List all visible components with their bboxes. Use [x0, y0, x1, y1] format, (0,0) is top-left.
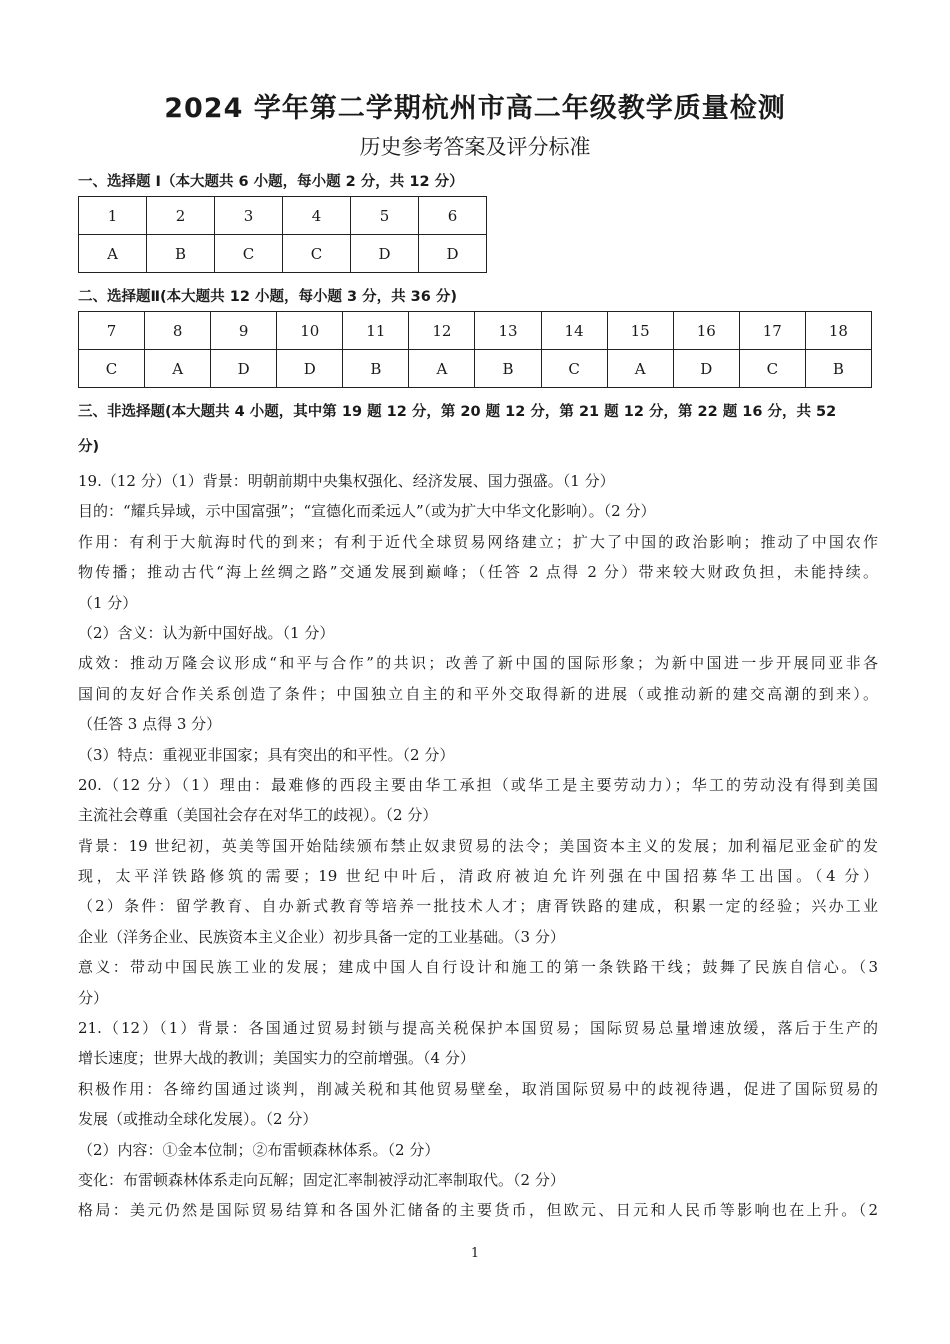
answer-line: 变化：布雷顿森林体系走向瓦解；固定汇率制被浮动汇率制取代。（2 分） [78, 1170, 565, 1189]
answer-cell: C [215, 235, 283, 273]
answer-cell: A [145, 350, 211, 388]
answer-line: 企业（洋务企业、民族资本主义企业）初步具备一定的工业基础。（3 分） [78, 927, 565, 946]
answer-line: 分） [78, 988, 109, 1007]
answer-cell: D [211, 350, 277, 388]
answer-cell: D [419, 235, 487, 273]
answer-line: 作用：有利于大航海时代的到来；有利于近代全球贸易网络建立；扩大了中国的政治影响；推动了中国农作 [78, 532, 878, 551]
section3-heading-line2: 分) [78, 439, 100, 455]
answer-cell: C [739, 350, 805, 388]
question-number-cell: 17 [739, 312, 805, 350]
answer-line: （2）内容：①金本位制；②布雷顿森林体系。（2 分） [78, 1140, 440, 1159]
answer-cell: D [351, 235, 419, 273]
question-number-cell: 15 [607, 312, 673, 350]
question-number-cell: 3 [215, 197, 283, 235]
question-number-cell: 9 [211, 312, 277, 350]
answer-line: 目的：“耀兵异域，示中国富强”；“宣德化而柔远人”（或为扩大中华文化影响）。（2 分） [78, 502, 656, 521]
page-subtitle: 历史参考答案及评分标准 [359, 135, 591, 159]
question-number-cell: 13 [475, 312, 541, 350]
answer-line: 19.（12 分）（1）背景：明朝前期中央集权强化、经济发展、国力强盛。（1 分） [78, 472, 615, 490]
answer-cell: B [147, 235, 215, 273]
answer-line: 增长速度；世界大战的教训；美国实力的空前增强。（4 分） [78, 1049, 475, 1068]
answer-line: （2）条件：留学教育、自办新式教育等培养一批技术人才；唐胥铁路的建成，积累一定的经验；兴办工业 [78, 897, 878, 916]
question-number-cell: 14 [541, 312, 607, 350]
question-number-cell: 11 [343, 312, 409, 350]
answer-cell: C [541, 350, 607, 388]
section2-answer-table [78, 311, 872, 388]
answer-cell: A [79, 235, 147, 273]
section1-answer-table [78, 196, 487, 273]
answer-row [79, 235, 487, 273]
answer-line: （任答 3 点得 3 分） [78, 715, 222, 734]
answer-line: 国间的友好合作关系创造了条件；中国独立自主的和平外交取得新的进展（或推动新的建交高潮的到来）。 [78, 684, 878, 703]
answer-line: 发展（或推动全球化发展）。（2 分） [78, 1110, 318, 1129]
answer-line: 意义：带动中国民族工业的发展；建成中国人自行设计和施工的第一条铁路干线；鼓舞了民族自信心。（3 [78, 958, 878, 977]
answer-line: 现，太平洋铁路修筑的需要；19 世纪中叶后，清政府被迫允许列强在中国招募华工出国。（4 分） [78, 867, 878, 886]
section2-heading: 二、选择题Ⅱ(本大题共 12 小题，每小题 3 分，共 36 分) [78, 289, 458, 305]
question-number-cell: 18 [805, 312, 871, 350]
answer-row [79, 350, 872, 388]
question-number-cell: 10 [277, 312, 343, 350]
question-number-cell: 2 [147, 197, 215, 235]
answer-line: 背景：19 世纪初，英美等国开始陆续颁布禁止奴隶贸易的法令；美国资本主义的发展；加利福尼亚金矿的发 [78, 836, 878, 855]
answer-line: 物传播；推动古代“海上丝绸之路”交通发展到巅峰；（任答 2 点得 2 分）带来较大财政负担，未能持续。 [78, 563, 878, 582]
question-number-row [79, 312, 872, 350]
answer-cell: A [607, 350, 673, 388]
question-number-row [79, 197, 487, 235]
answer-cell: A [409, 350, 475, 388]
answer-line: （3）特点：重视亚非国家；具有突出的和平性。（2 分） [78, 745, 455, 764]
answer-body [78, 466, 878, 1226]
question-number-cell: 5 [351, 197, 419, 235]
answer-line: 积极作用：各缔约国通过谈判，削减关税和其他贸易壁垒，取消国际贸易中的歧视待遇，促进了国际贸易的 [78, 1079, 878, 1098]
page-title: 2024 学年第二学期杭州市高二年级教学质量检测 [164, 93, 786, 124]
answer-cell: D [673, 350, 739, 388]
question-number-cell: 4 [283, 197, 351, 235]
answer-cell: D [277, 350, 343, 388]
question-number-cell: 12 [409, 312, 475, 350]
question-number-cell: 16 [673, 312, 739, 350]
answer-line: 21.（12）（1）背景：各国通过贸易封锁与提高关税保护本国贸易；国际贸易总量增速放缓，落后于生产的 [78, 1019, 878, 1038]
answer-cell: C [79, 350, 145, 388]
question-number-cell: 7 [79, 312, 145, 350]
question-number-cell: 6 [419, 197, 487, 235]
answer-line: 20.（12 分）（1）理由：最难修的西段主要由华工承担（或华工是主要劳动力）；华工的劳动没有得到美国 [78, 775, 878, 794]
answer-cell: B [805, 350, 871, 388]
answer-cell: B [475, 350, 541, 388]
section3-heading-line1: 三、非选择题(本大题共 4 小题，其中第 19 题 12 分，第 20 题 12 分，第 21 题 12 分，第 22 题 16 分，共 52 [78, 404, 837, 420]
answer-cell: B [343, 350, 409, 388]
answer-cell: C [283, 235, 351, 273]
section1-heading: 一、选择题 I（本大题共 6 小题，每小题 2 分，共 12 分） [78, 174, 464, 190]
answer-line: 格局：美元仍然是国际贸易结算和各国外汇储备的主要货币，但欧元、日元和人民币等影响也在上升。（2 [78, 1201, 878, 1220]
answer-line: （1 分） [78, 593, 138, 612]
question-number-cell: 8 [145, 312, 211, 350]
answer-line: 主流社会尊重（美国社会存在对华工的歧视）。（2 分） [78, 806, 438, 825]
page-number: 1 [470, 1246, 480, 1261]
answer-line: 成效：推动万隆会议形成“和平与合作”的共识；改善了新中国的国际形象；为新中国进一步开展同亚非各 [78, 654, 878, 673]
answer-line: （2）含义：认为新中国好战。（1 分） [78, 623, 335, 642]
question-number-cell: 1 [79, 197, 147, 235]
